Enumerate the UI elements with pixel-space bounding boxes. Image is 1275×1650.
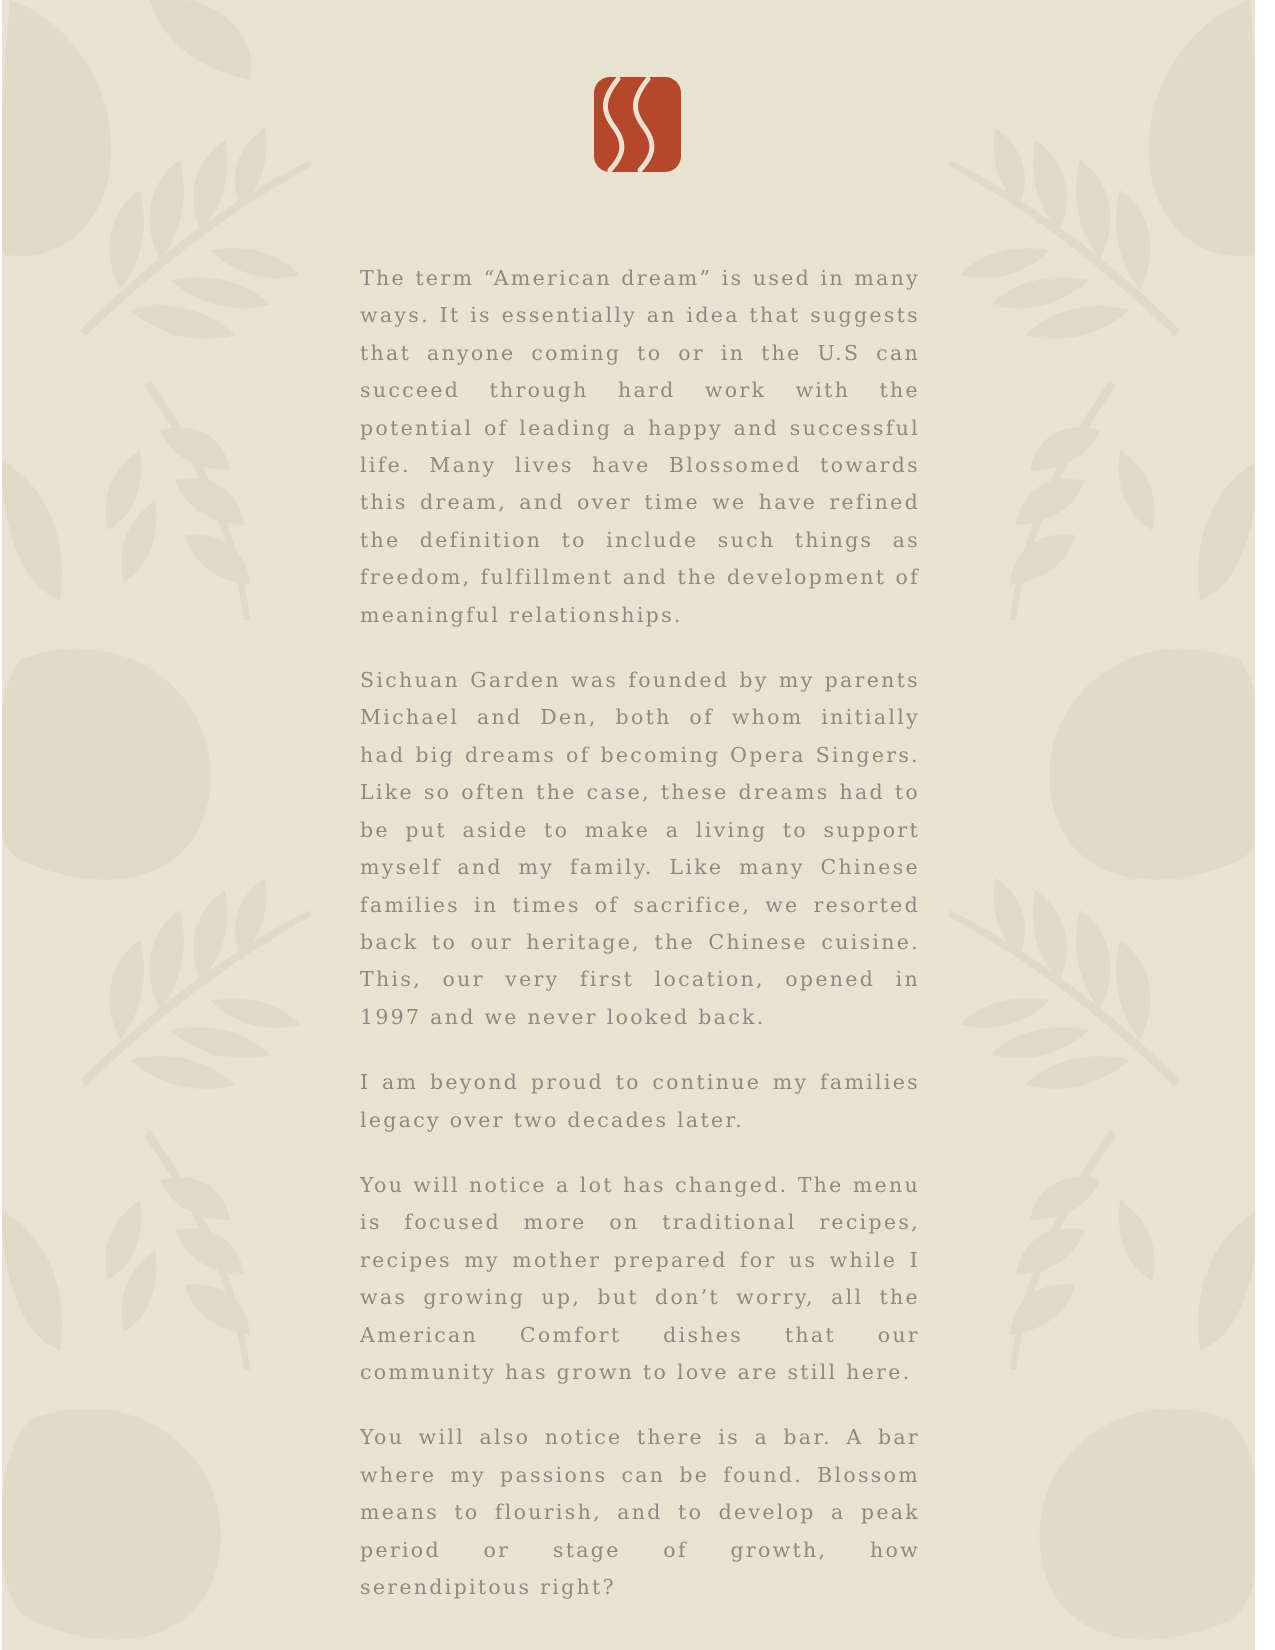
left-foliage-decoration <box>0 0 340 1650</box>
paragraph-legacy: I am beyond proud to continue my families legacy over two decades later. <box>360 1070 920 1132</box>
story-text <box>360 260 920 1634</box>
page-left-edge <box>0 0 2 1650</box>
paragraph-bar: You will also notice there is a bar. A bar where my passions can be found. Blossom means to flourish, and to develop a peak period or stage of growth, how serendipitous right? <box>360 1425 920 1599</box>
paragraph-american-dream: The term “American dream” is used in many ways. It is essentially an idea that suggests that anyone coming to or in the U.S can succeed through hard work with the potential of leading a happy and successful life. Many lives have Blossomed towards this dream, and over time we have refined the definition to include such things as freedom, fulfillment and the development of meaningful relationships. <box>360 266 920 627</box>
page-right-edge <box>1255 0 1275 1650</box>
right-foliage-decoration <box>940 0 1260 1650</box>
double-s-logo-icon <box>594 77 681 172</box>
paragraph-changes: You will notice a lot has changed. The menu is focused more on traditional recipes, recipes my mother prepared for us while I was growing up, but don’t worry, all the American Comfort dishes that our community has grown to love are still here. <box>360 1172 920 1384</box>
paragraph-founding: Sichuan Garden was founded by my parents Michael and Den, both of whom initially had big dreams of becoming Opera Singers. Like so often the case, these dreams had to be put aside to make a living to support myself and my family. Like many Chinese families in times of sacrifice, we resorted back to our heritage, the Chinese cuisine. This, our very first location, opened in 1997 and we never looked back. <box>360 668 920 1029</box>
